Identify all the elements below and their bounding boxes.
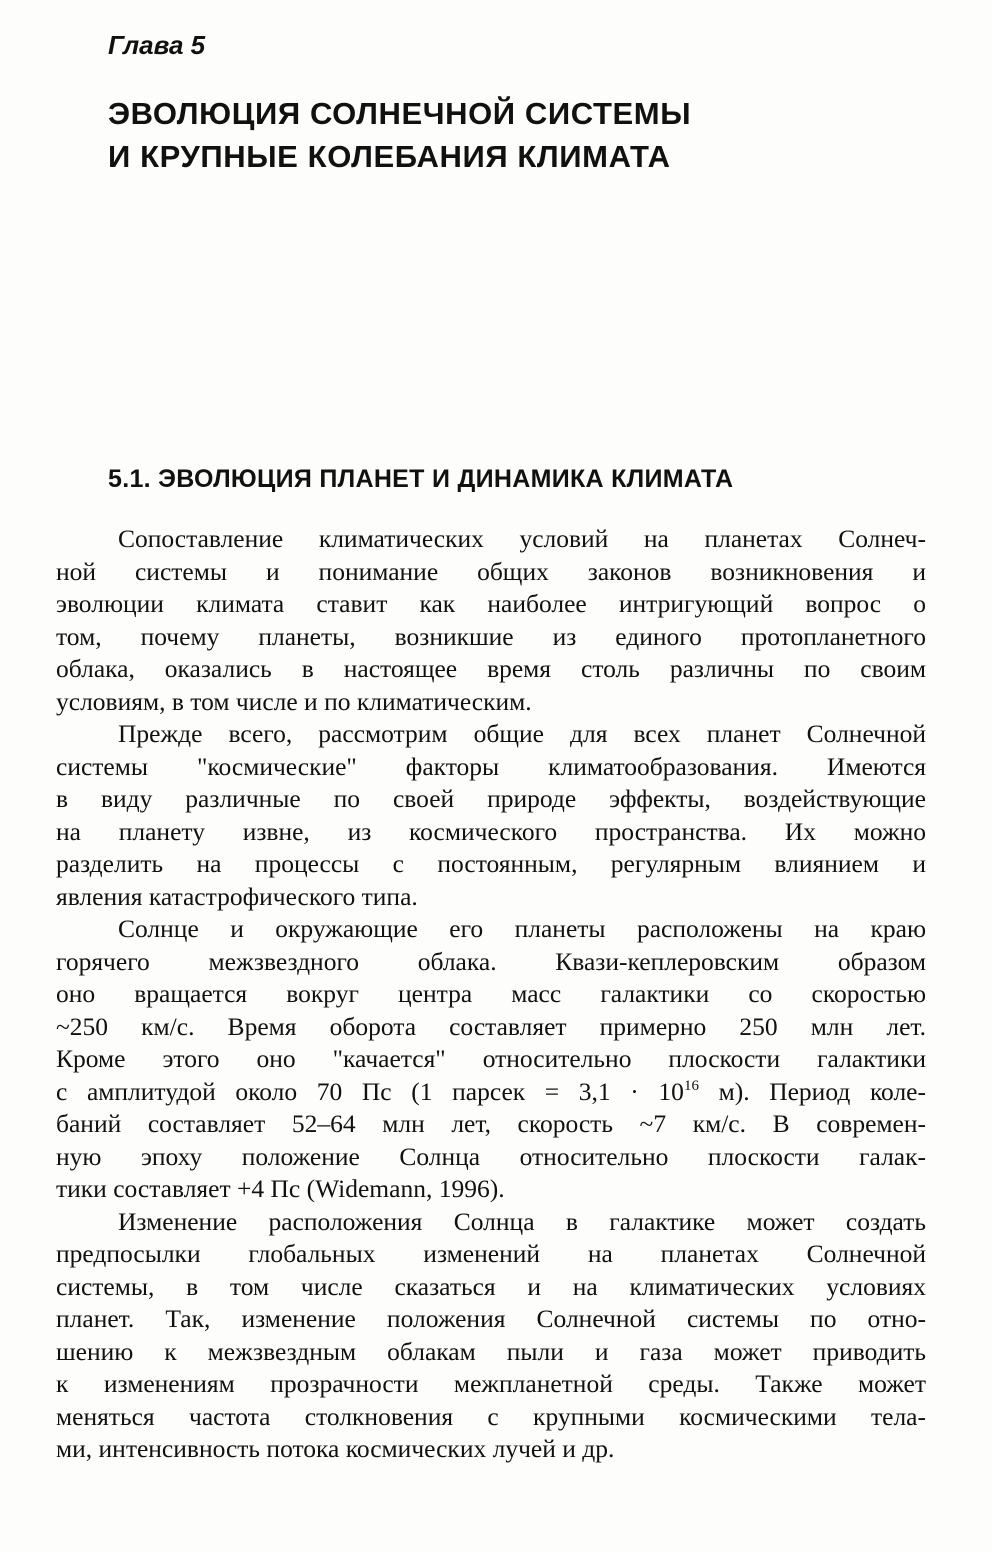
text-line: системы "космические" факторы климатообразования. Имеются (56, 751, 926, 781)
text-line: Кроме этого оно "качается" относительно плоскости галактики (56, 1044, 926, 1073)
paragraph (56, 523, 926, 718)
paragraph (56, 1206, 926, 1466)
chapter-title-line: И КРУПНЫЕ КОЛЕБАНИЯ КЛИМАТА (108, 139, 671, 174)
text-line: облака, оказались в настоящее время столь различны по своим (56, 654, 926, 683)
text-line: Сопоставление климатических условий на планетах Солнеч- (118, 524, 926, 553)
text-line: предпосылки глобальных изменений на планетах Солнечной (56, 1239, 926, 1268)
paragraph (56, 718, 926, 913)
text-fragment: с амплитудой около 70 Пс (1 парсек = 3,1 · 10 (56, 1076, 684, 1106)
text-line: системы, в том числе сказаться и на климатических условиях (56, 1271, 926, 1301)
chapter-title-line: ЭВОЛЮЦИЯ СОЛНЕЧНОЙ СИСТЕМЫ (108, 96, 692, 131)
superscript-exponent: 16 (683, 1077, 699, 1094)
text-line: Солнце и окружающие его планеты расположены на краю (118, 914, 926, 943)
text-line: тики составляет +4 Пс (Widemann, 1996). (56, 1174, 505, 1203)
text-line: разделить на процессы с постоянным, регулярным влиянием и (56, 849, 926, 878)
paragraph (56, 913, 926, 1206)
text-line: к изменениям прозрачности межпланетной среды. Также может (56, 1369, 926, 1398)
text-line: Изменение расположения Солнца в галактике может создать (118, 1206, 926, 1236)
text-line: на планету извне, из космического пространства. Их можно (56, 816, 926, 846)
text-line: ~250 км/с. Время оборота составляет примерно 250 млн лет. (56, 1011, 926, 1041)
text-line: Прежде всего, рассмотрим общие для всех планет Солнечной (118, 719, 926, 748)
text-line-with-superscript (56, 1076, 926, 1109)
chapter-label: Глава 5 (108, 30, 206, 60)
section-title: 5.1. ЭВОЛЮЦИЯ ПЛАНЕТ И ДИНАМИКА КЛИМАТА (108, 465, 734, 493)
text-line: ной системы и понимание общих законов возникновения и (56, 556, 926, 586)
text-line: планет. Так, изменение положения Солнечной системы по отно- (56, 1304, 926, 1333)
chapter-title (108, 92, 868, 178)
text-line: меняться частота столкновения с крупными космическими тела- (56, 1401, 926, 1431)
text-fragment: м). Период коле- (698, 1076, 926, 1106)
text-line: явления катастрофического типа. (56, 881, 418, 911)
body-text (56, 523, 926, 1466)
text-line: условиям, в том числе и по климатическим. (56, 686, 532, 716)
text-line: оно вращается вокруг центра масс галактики со скоростью (56, 979, 926, 1008)
text-line: эволюции климата ставит как наиболее интригующий вопрос о (56, 589, 926, 618)
text-line: горячего межзвездного облака. Квази-кеплеровским образом (56, 946, 926, 976)
text-line: ную эпоху положение Солнца относительно плоскости галак- (56, 1141, 926, 1171)
text-line: ми, интенсивность потока космических лучей и др. (56, 1434, 615, 1463)
text-line: шению к межзвездным облакам пыли и газа может приводить (56, 1336, 926, 1366)
text-line: баний составляет 52–64 млн лет, скорость ~7 км/с. В современ- (56, 1109, 926, 1138)
text-line: в виду различные по своей природе эффекты, воздействующие (56, 784, 926, 813)
text-line: том, почему планеты, возникшие из единого протопланетного (56, 621, 926, 651)
